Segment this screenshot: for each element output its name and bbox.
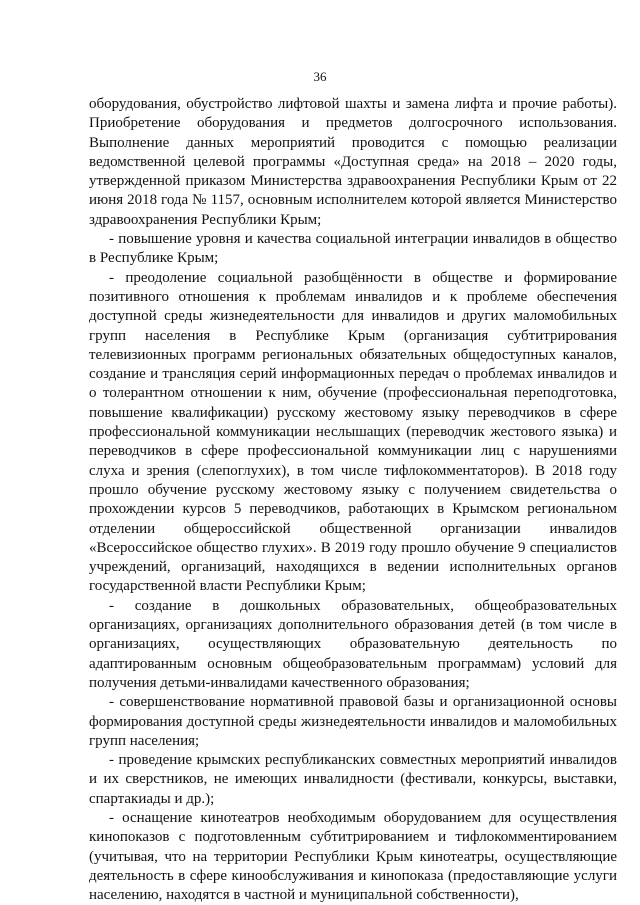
list-item-creation-conditions: - создание в дошкольных образовательных, общеобразовательных организациях, организациях дополнительного образования детей (в том числе в организациях, осуществляющих образовательную деятельность по адаптированным основным общеобразовательным программам) условий для получения детьми-инвалидами качественного образования;	[89, 597, 617, 691]
page-number: 36	[313, 69, 327, 84]
list-item-cinema-equipment: - оснащение кинотеатров необходимым оборудованием для осуществления кинопоказов с подготовленным субтитрированием и тифлокомментированием (учитывая, что на территории Республики Крым кинотеатры, осуществляющие деятельность в сфере кинообслуживания и кинопоказа (предоставляющие услуги населению, находятся в частной и муниципальной собственности),	[89, 809, 617, 904]
list-item-overcoming-disunity: - преодоление социальной разобщённости в обществе и формирование позитивного отношения к проблемам инвалидов и к проблеме обеспечения доступной среды жизнедеятельности для инвалидов и других маломобильных групп населения в Республике Крым (организация субтитрирования телевизионных программ региональных обязательных общедоступных каналов, создание и трансляция серий информационных передач о проблемах инвалидов и о толерантном отношении к ним, обучение (профессиональная переподготовка, повышение квалификации) русскому жестовому языку переводчиков в сфере профессиональной коммуникации неслышащих (переводчик жестового языка) и переводчиков в сфере профессиональной коммуникации лиц с нарушениями слуха и зрения (слепоглухих), в том числе тифлокомментаторов). В 2018 году прошло обучение русскому жестовому языку с получением свидетельства о прохождении курсов 5 переводчиков, работающих в Крымском региональном отделении общероссийской общественной организации инвалидов «Всероссийское общество глухих». В 2019 году прошло обучение 9 специалистов учреждений, организаций, находящихся в ведении исполнительных органов государственной власти Республики Крым;	[89, 269, 617, 595]
list-item-integration: - повышение уровня и качества социальной интеграции инвалидов в общество в Республике Крым;	[89, 231, 617, 267]
paragraph-intro: оборудования, обустройство лифтовой шахты и замена лифта и прочие работы). Приобретение оборудования и предметов долгосрочного использования. Выполнение данных мероприятий проводится с помощью реализации ведомственной целевой программы «Доступная среда» на 2018 – 2020 годы, утвержденной приказом Министерства здравоохранения Республики Крым от 22 июня 2018 года № 1157, основным исполнителем которой является Министерство здравоохранения Республики Крым;	[89, 96, 617, 228]
list-item-legal-framework: - совершенствование нормативной правовой базы и организационной основы формирования доступной среды жизнедеятельности инвалидов и маломобильных групп населения;	[89, 694, 617, 749]
list-item-joint-events: - проведение крымских республиканских совместных мероприятий инвалидов и их сверстников, не имеющих инвалидности (фестивали, конкурсы, выставки, спартакиады и др.);	[89, 752, 617, 807]
document-body	[89, 95, 617, 905]
